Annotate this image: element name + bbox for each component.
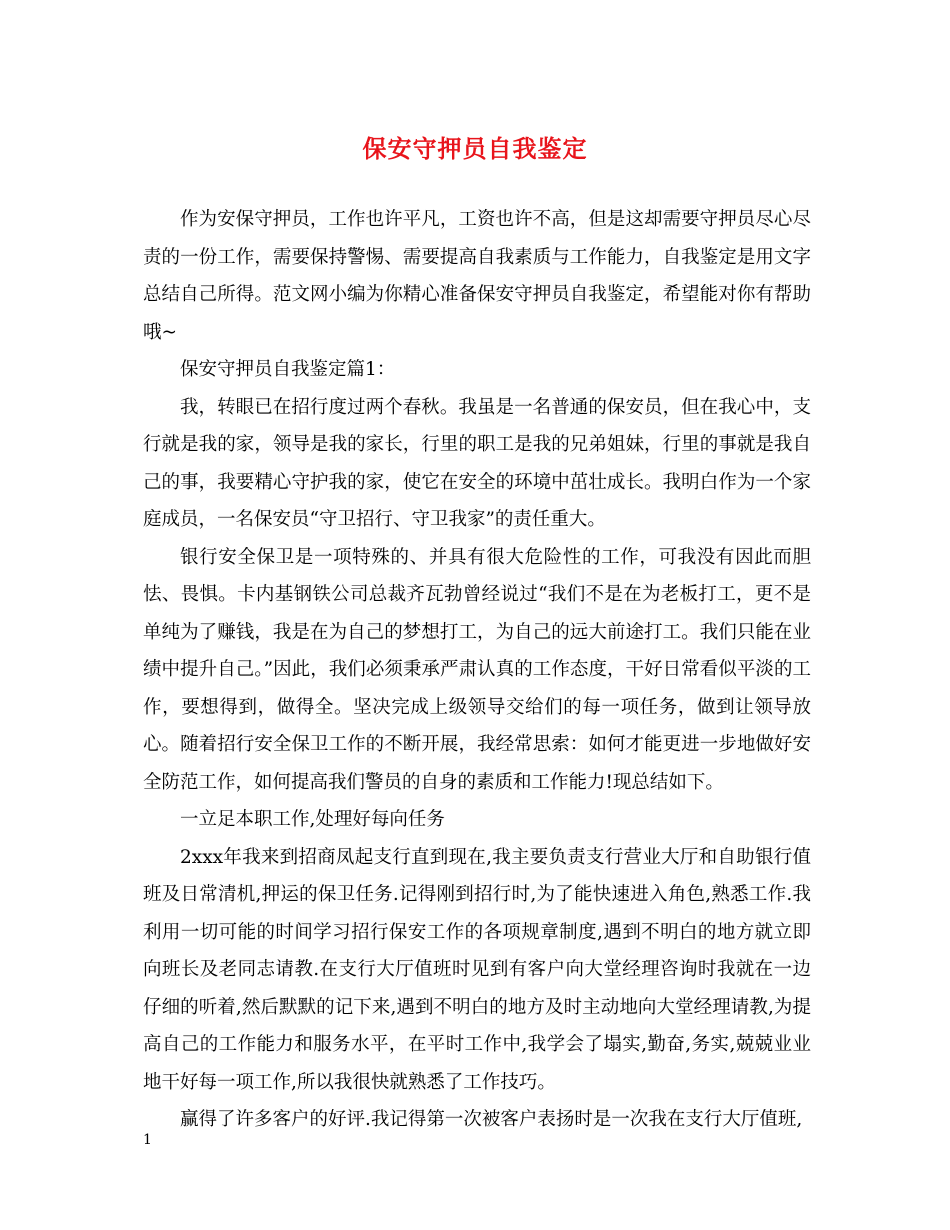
body-paragraph: 我，转眼已在招行度过两个春秋。我虽是一名普通的保安员，但在我心中，支行就是我的家，领导是我的家长，行里的职工是我的兄弟姐妹，行里的事就是我自己的事，我要精心守护我的家，使它在安全的环境中茁壮成长。我明白作为一个家庭成员，一名保安员“守卫招行、守卫我家”的责任重大。 [143,396,811,530]
section-heading: 保安守押员自我鉴定篇1： [180,359,396,380]
subsection-heading: 一立足本职工作,处理好每向任务 [180,809,445,830]
document-title: 保安守押员自我鉴定 [362,134,588,163]
intro-paragraph: 作为安保守押员，工作也许平凡，工资也许不高，但是这却需要守押员尽心尽责的一份工作，需要保持警惕、需要提高自我素质与工作能力，自我鉴定是用文字总结自己所得。范文网小编为你精心准备保安守押员自我鉴定，希望能对你有帮助哦~ [143,209,811,343]
document-body [143,201,811,1139]
body-paragraph: 赢得了许多客户的好评.我记得第一次被客户表扬时是一次我在支行大厅值班, [180,1109,803,1130]
page-number: 1 [143,1132,152,1148]
body-paragraph: 2xxx年我来到招商凤起支行直到现在,我主要负责支行营业大厅和自助银行值班及日常清机,押运的保卫任务.记得刚到招行时,为了能快速进入角色,熟悉工作.我利用一切可能的时间学习招行保安工作的各项规章制度,遇到不明白的地方就立即向班长及老同志请教.在支行大厅值班时见到有客户向大堂经理咨询时我就在一边仔细的听着,然后默默的记下来,遇到不明白的地方及时主动地向大堂经理请教,为提高自己的工作能力和服务水平，在平时工作中,我学会了塌实,勤奋,务实,兢兢业业地干好每一项工作,所以我很快就熟悉了工作技巧。 [143,846,811,1093]
body-paragraph: 银行安全保卫是一项特殊的、并具有很大危险性的工作，可我没有因此而胆怯、畏惧。卡内基钢铁公司总裁齐瓦勃曾经说过“我们不是在为老板打工，更不是单纯为了赚钱，我是在为自己的梦想打工，为自己的远大前途打工。我们只能在业绩中提升自己。”因此，我们必须秉承严肃认真的工作态度，干好日常看似平淡的工作，要想得到，做得全。坚决完成上级领导交给们的每一项任务，做到让领导放心。随着招行安全保卫工作的不断开展，我经常思索：如何才能更进一步地做好安全防范工作，如何提高我们警员的自身的素质和工作能力!现总结如下。 [143,546,811,793]
